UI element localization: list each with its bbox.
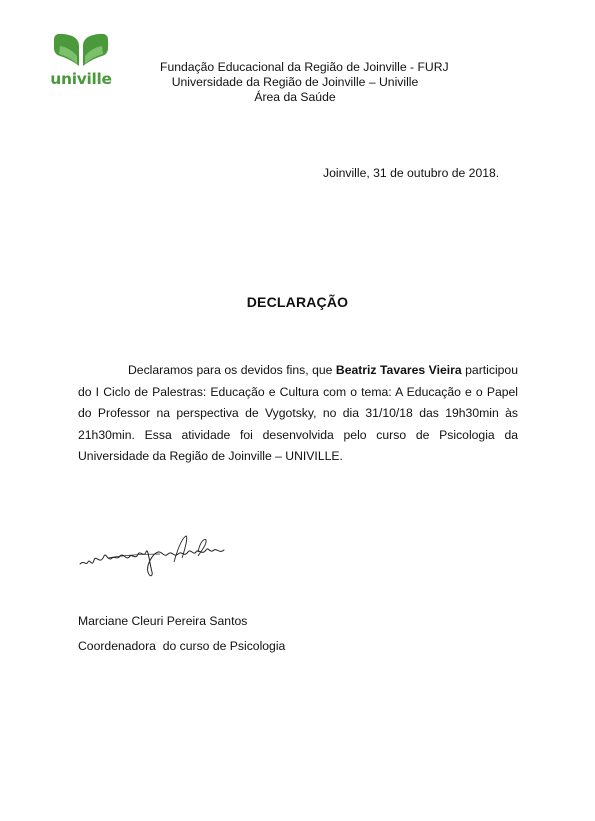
declaration-text-start: Declaramos para os devidos fins, que: [128, 363, 336, 377]
declaration-paragraph: [78, 360, 518, 468]
univille-logo: [50, 32, 112, 90]
leaf-icon: [50, 32, 112, 70]
header-line-foundation: Fundação Educacional da Região de Joinville - FURJ: [160, 60, 449, 74]
signatory-role: Coordenadora do curso de Psicologia: [78, 639, 286, 653]
logo-text: univille: [50, 70, 112, 88]
document-title: DECLARAÇÃO: [246, 294, 349, 310]
handwritten-signature: [78, 532, 228, 592]
header-line-area: Área da Saúde: [254, 90, 336, 104]
institution-header: [160, 60, 449, 105]
header-line-university: Universidade da Região de Joinville – Univille: [171, 75, 419, 89]
participant-name: Beatriz Tavares Vieira: [335, 363, 462, 377]
date-line: Joinville, 31 de outubro de 2018.: [323, 166, 500, 180]
signatory-name: Marciane Cleuri Pereira Santos: [78, 614, 248, 628]
declaration-text-rest: participou do I Ciclo de Palestras: Educação e Cultura com o tema: A Educação e o Papel do Professor na perspectiva de Vygotsky, no dia 31/10/18 das 19h30min às 21h30min. Essa atividade foi desenvolvida pelo curso de Psicologia da Universidade da Região de Joinville – UNIVILLE.: [78, 363, 518, 463]
